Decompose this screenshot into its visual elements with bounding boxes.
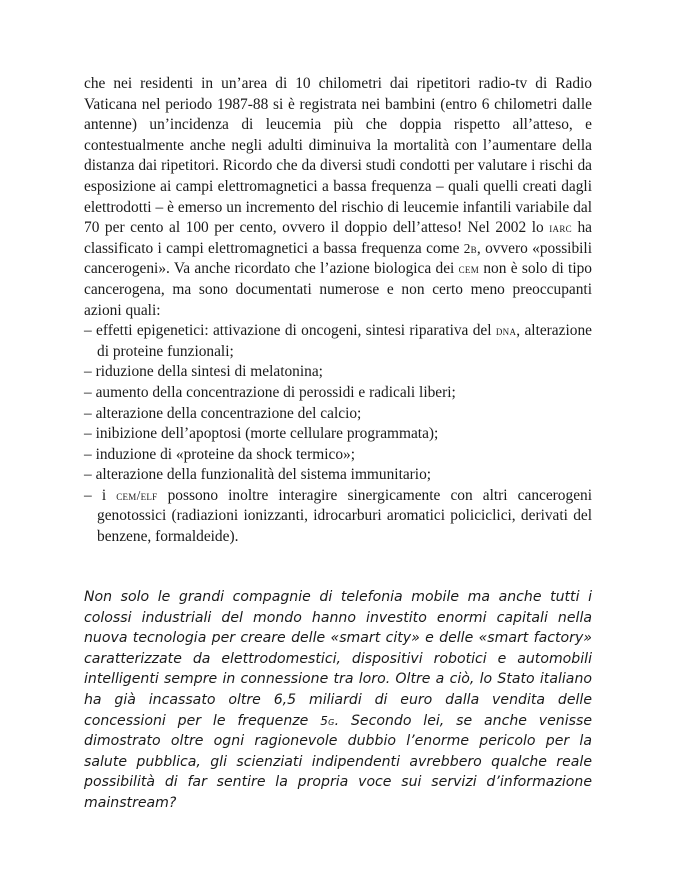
- list-item-text: alterazione della funzionalità del sistema immunitario;: [95, 466, 432, 484]
- list-item-text: , alterazione di proteine funzionali;: [97, 322, 592, 360]
- document-page: [84, 74, 592, 548]
- paragraph-text: ha classificato i campi elettromagnetici a bassa frequenza come: [84, 219, 592, 257]
- question-text: Non solo le grandi compagnie di telefonia mobile ma anche tutti i colossi industriali del mondo hanno investito enormi capitali nella nuova tecnologia per creare delle «smart city» e delle «smart factory» caratterizzate da elettrodomestici, dispositivi robotici e automobili intelligenti sempre in connessione tra loro. Oltre a ciò, lo Stato italiano ha già incassato oltre 6,5 miliardi di euro dalla vendita delle concessioni per le frequenze: [84, 589, 592, 729]
- paragraph-text: non è solo di tipo cancerogena, ma sono documentati numerose e non certo meno preoccupanti azioni quali:: [84, 260, 592, 319]
- list-dash: –: [84, 486, 92, 504]
- effects-list: [84, 321, 592, 548]
- list-item-text: effetti epigenetici: attivazione di oncogeni, sintesi riparativa del: [96, 322, 492, 340]
- list-item: [84, 465, 592, 486]
- list-item-text: inibizione dell’apoptosi (morte cellulare programmata);: [95, 425, 439, 443]
- interview-question: [84, 587, 592, 814]
- list-item-text: aumento della concentrazione di perossidi e radicali liberi;: [95, 383, 456, 401]
- list-item-text: alterazione della concentrazione del calcio;: [95, 404, 362, 422]
- frequency-5g: 5g: [320, 713, 335, 728]
- list-item-text: induzione di «proteine da shock termico»;: [95, 445, 355, 463]
- list-item: [84, 424, 592, 445]
- list-item: [84, 321, 592, 362]
- list-dash: –: [84, 404, 92, 422]
- list-item: [84, 404, 592, 425]
- question-text: . Secondo lei, se anche venisse dimostrato oltre ogni ragionevole dubbio l’enorme pericolo per la salute pubblica, gli scienziati indipendenti avrebbero qualche reale possibilità di far sentire la propria voce sui servizi d’informazione mainstream?: [84, 712, 592, 811]
- list-item: [84, 486, 592, 548]
- list-dash: –: [84, 445, 92, 463]
- list-item: [84, 383, 592, 404]
- list-item-text: i: [101, 486, 107, 504]
- list-item: [84, 445, 592, 466]
- acronym-dna: dna: [495, 323, 517, 339]
- acronym-iarc: iarc: [549, 220, 572, 236]
- paragraph-text: che nei residenti in un’area di 10 chilometri dai ripetitori radio-tv di Radio Vaticana nel periodo 1987-88 si è registrata nei bambini (entro 6 chilometri dalle antenne) un’incidenza di leucemia più che doppia rispetto all’atteso, e contestualmente anche negli adulti diminuiva la mortalità con l’aumentare della distanza dai ripetitori. Ricordo che da diversi studi condotti per valutare i rischi da esposizione ai campi elettromagnetici a bassa frequenza – quali quelli creati dagli elettrodotti – è emerso un incremento del rischio di leucemie infantili variabile dal 70 per cento al 100 per cento, ovvero il doppio dell’atteso! Nel 2002 lo: [84, 75, 592, 237]
- acronym-cem-elf: cem/elf: [116, 487, 158, 503]
- list-dash: –: [84, 363, 92, 381]
- list-dash: –: [84, 425, 92, 443]
- paragraph-text: , ovvero «possibili cancerogeni». Va anche ricordato che l’azione biologica dei: [84, 239, 592, 278]
- list-dash: –: [84, 383, 92, 401]
- list-item-text: possono inoltre interagire sinergicamente con altri cancerogeni genotossici (radiazioni ionizzanti, idrocarburi aromatici policiclici, derivati del benzene, formaldeide).: [97, 486, 592, 546]
- classification-2b: 2b: [463, 240, 477, 256]
- list-dash: –: [84, 322, 92, 340]
- list-item: [84, 362, 592, 383]
- body-paragraph: [84, 74, 592, 321]
- list-dash: –: [84, 466, 92, 484]
- acronym-cem: cem: [458, 261, 480, 277]
- list-item-text: riduzione della sintesi di melatonina;: [95, 363, 323, 381]
